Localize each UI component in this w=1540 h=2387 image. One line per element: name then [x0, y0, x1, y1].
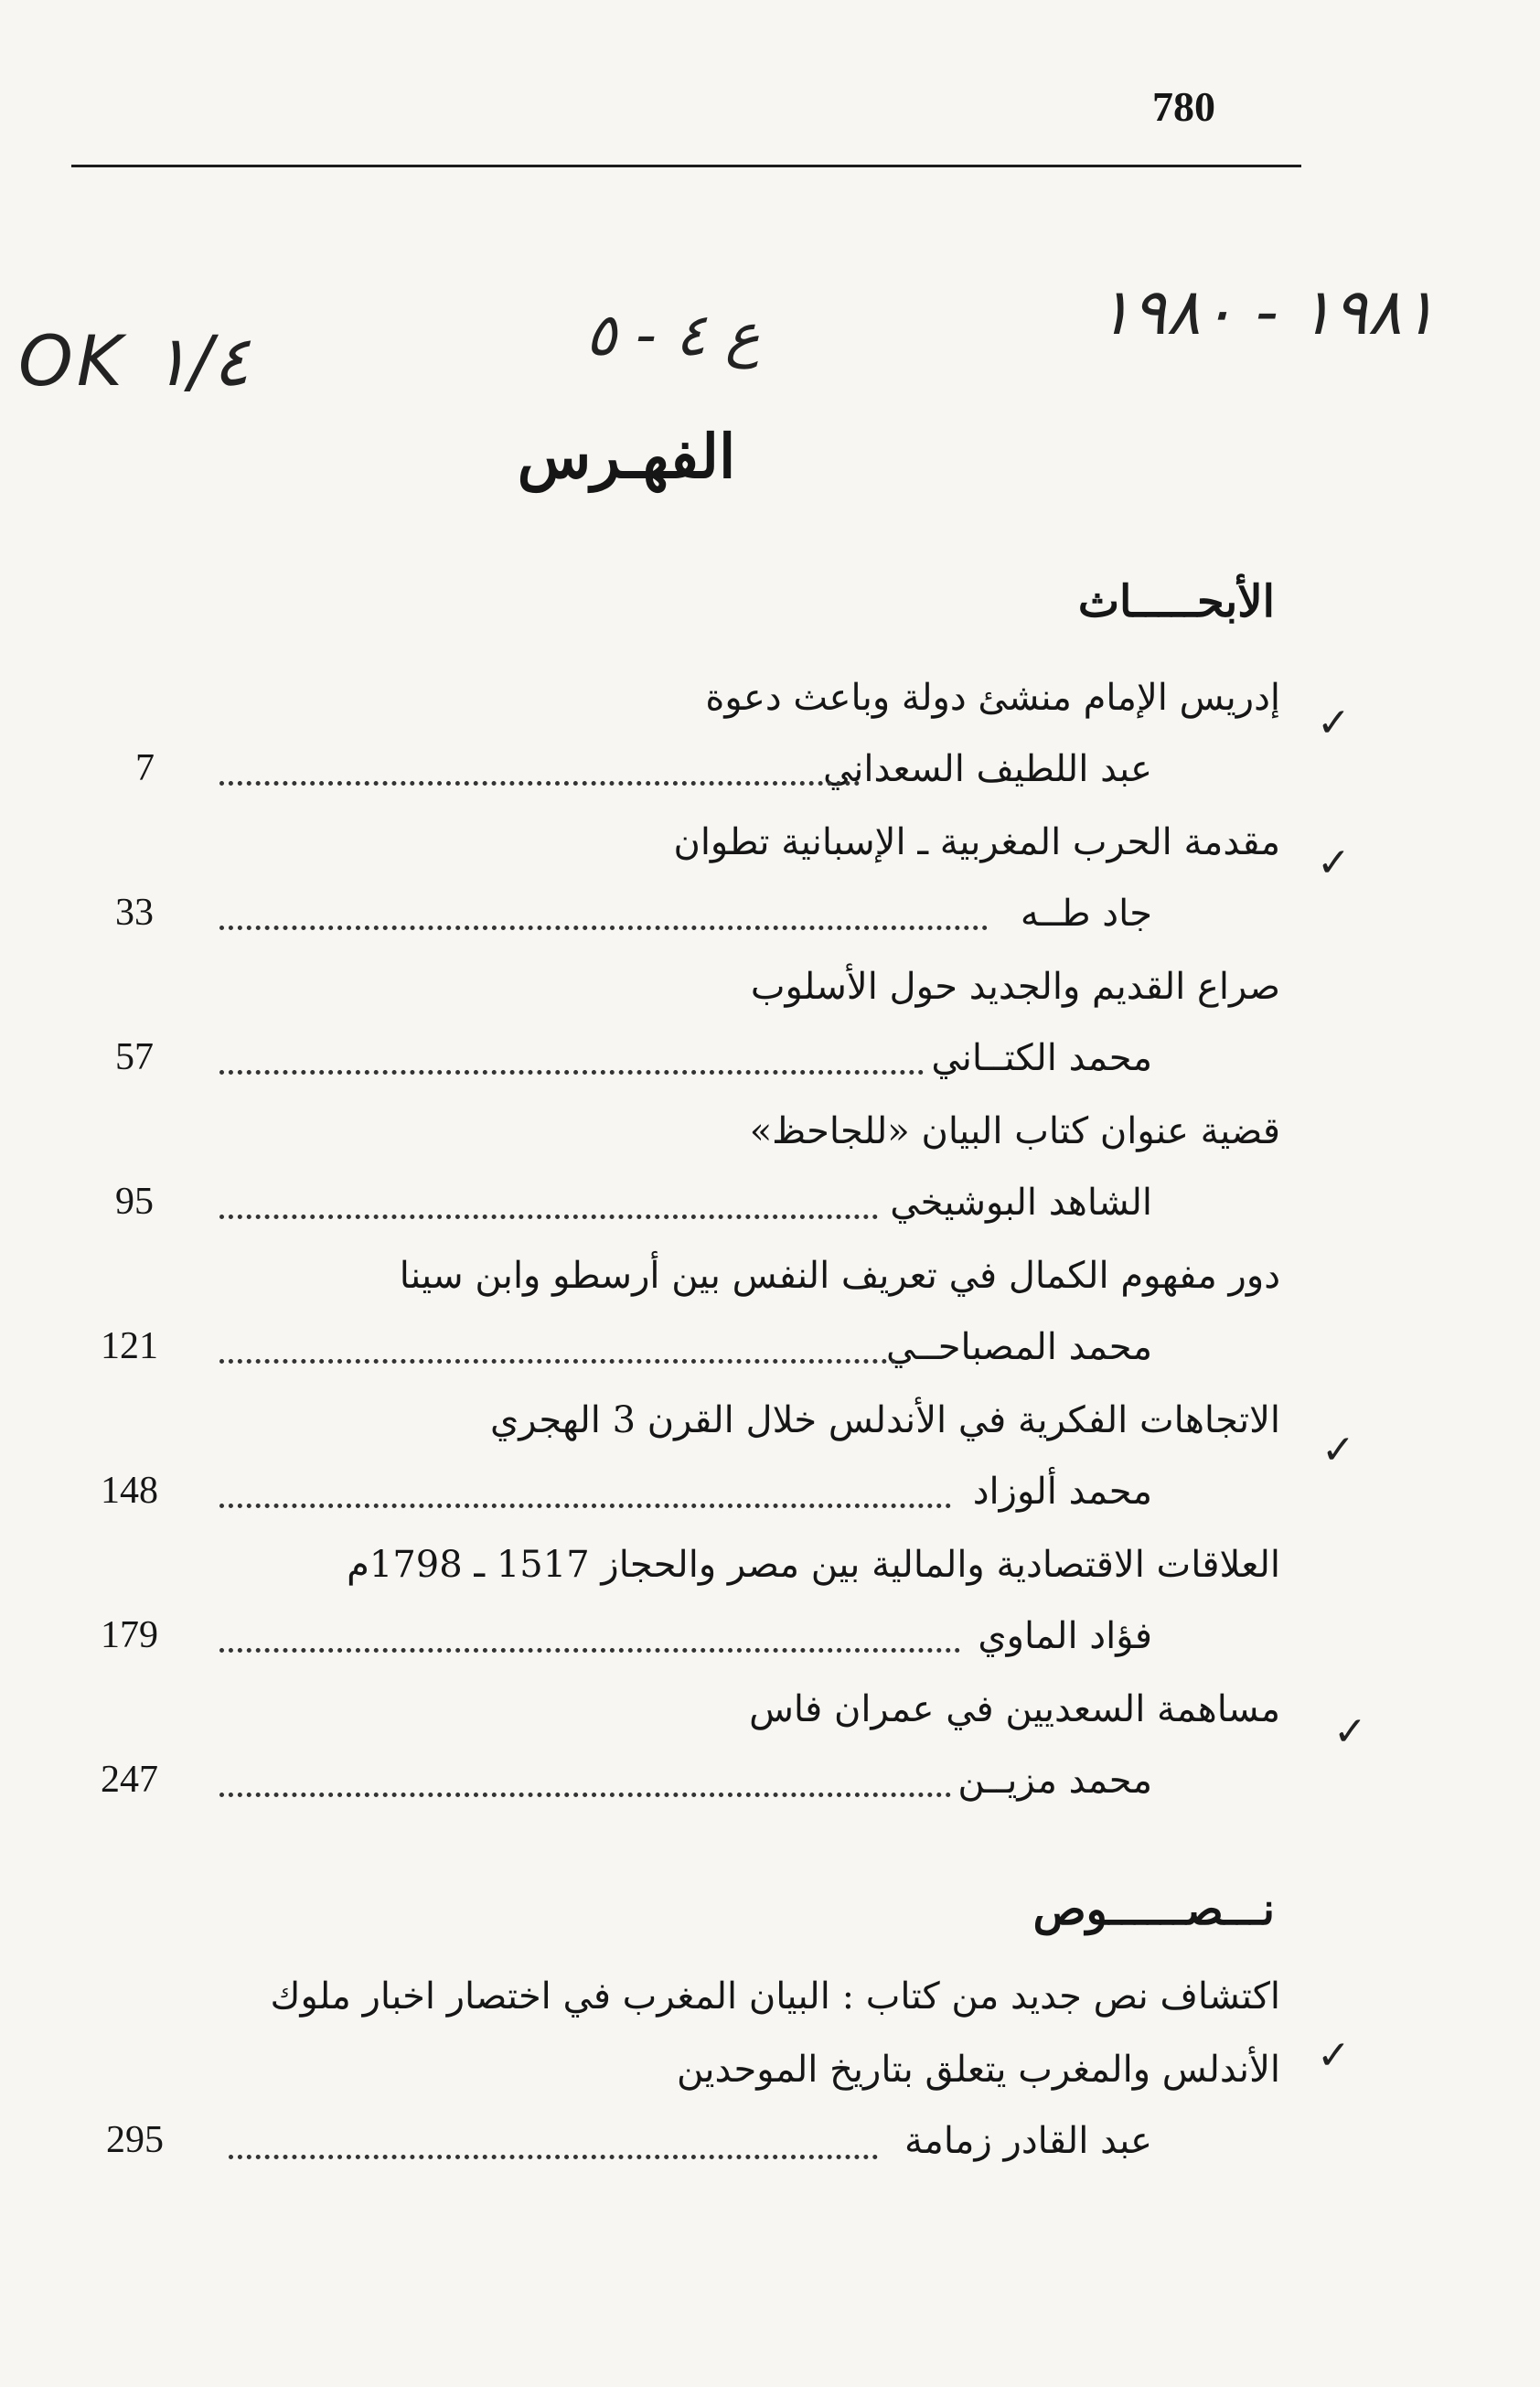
dot-leader: [219, 922, 988, 930]
texts-section-heading: نـــصــــــوص: [1032, 1884, 1275, 1935]
check-mark-icon: ✓: [1317, 700, 1351, 746]
dot-leader: [219, 1500, 951, 1508]
dot-leader: [219, 1789, 951, 1797]
entry-title: اكتشاف نص جديد من كتاب : البيان المغرب في اختصار اخبار ملوك: [270, 1975, 1280, 2018]
toc-entry: [91, 1255, 1280, 1401]
entry-page: 121: [101, 1325, 158, 1367]
page-number: 780: [1152, 83, 1215, 130]
entry-page: 95: [115, 1181, 154, 1223]
toc-entry: [91, 1110, 1280, 1257]
entry-author: جاد طــه: [1020, 893, 1152, 935]
index-title: الفهـرس: [517, 421, 736, 492]
entry-page: 295: [106, 2119, 164, 2161]
entry-page: 247: [101, 1759, 158, 1801]
handwritten-note-center: ع ٤ - ٥: [585, 302, 761, 369]
toc-entry: [91, 1544, 1280, 1690]
entry-author: عبد القادر زمامة: [904, 2120, 1152, 2162]
dot-leader: [219, 1644, 960, 1653]
check-mark-icon: ✓: [1317, 840, 1351, 886]
entry-title: دور مفهوم الكمال في تعريف النفس بين أرسطو وابن سينا: [399, 1255, 1280, 1297]
entry-title: إدريس الإمام منشئ دولة وباعث دعوة: [705, 677, 1280, 719]
research-section-heading: الأبحـــــاث: [1077, 576, 1275, 627]
entry-title: قضية عنوان كتاب البيان «للجاحظ»: [749, 1110, 1280, 1152]
entry-title-continued: الأندلس والمغرب يتعلق بتاريخ الموحدين: [676, 2049, 1280, 2091]
entry-author: عبد اللطيف السعداني: [822, 748, 1152, 790]
entry-author: محمد مزيــن: [957, 1760, 1152, 1802]
check-mark-icon: ✓: [1321, 1427, 1355, 1473]
entry-page: 33: [115, 892, 154, 934]
toc-entry: [91, 1399, 1280, 1546]
toc-entry: [91, 966, 1280, 1112]
entry-page: 57: [115, 1036, 154, 1078]
toc-entry: [91, 677, 1280, 823]
handwritten-note-right: ١٩٨١ - ١٩٨٠: [1097, 274, 1437, 349]
entry-title: مساهمة السعديين في عمران فاس: [749, 1688, 1280, 1730]
entry-author: محمد ألوزاد: [972, 1471, 1152, 1513]
entry-title: صراع القديم والجديد حول الأسلوب: [750, 966, 1280, 1008]
entry-author: الشاهد البوشيخي: [890, 1182, 1152, 1224]
entry-title: العلاقات الاقتصادية والمالية بين مصر والحجاز 1517 ـ 1798م: [347, 1544, 1280, 1586]
check-mark-icon: ✓: [1317, 2032, 1351, 2079]
dot-leader: [219, 777, 860, 786]
entry-page: 148: [101, 1470, 158, 1512]
entry-page: 7: [135, 747, 155, 789]
handwritten-note-left: OK ١/٤: [18, 320, 251, 401]
entry-title: مقدمة الحرب المغربية ـ الإسبانية تطوان: [673, 821, 1280, 863]
dot-leader: [219, 1066, 924, 1075]
entry-author: محمد المصباحــي: [886, 1326, 1152, 1368]
entry-author: محمد الكتــاني: [931, 1037, 1152, 1079]
entry-title: الاتجاهات الفكرية في الأندلس خلال القرن 3 الهجري: [489, 1399, 1280, 1441]
entry-author: فؤاد الماوي: [978, 1615, 1152, 1657]
entry-page: 179: [101, 1614, 158, 1656]
dot-leader: [219, 1211, 878, 1219]
check-mark-icon: ✓: [1333, 1708, 1367, 1755]
dot-leader: [219, 1355, 896, 1364]
toc-entry: [91, 821, 1280, 968]
toc-entry: [91, 1975, 1280, 2195]
toc-entry: [91, 1688, 1280, 1835]
dot-leader: [229, 2151, 878, 2159]
header-rule: [71, 165, 1301, 167]
